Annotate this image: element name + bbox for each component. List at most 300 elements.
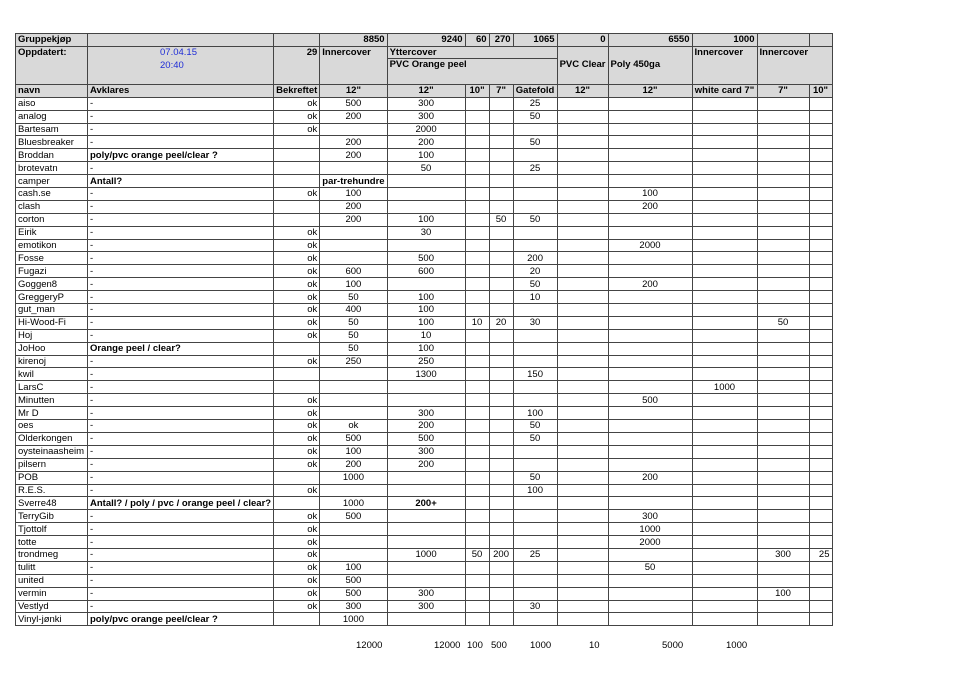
innercover-7-cell[interactable] [757,381,809,394]
yttercover-7-cell[interactable] [489,110,513,123]
innercover-10-cell[interactable] [809,613,832,626]
innercover-12-cell[interactable]: 500 [320,97,387,110]
poly-12-cell[interactable]: 500 [608,394,692,407]
yttercover-10-cell[interactable] [465,471,489,484]
gatefold-cell[interactable] [513,342,557,355]
avklares-cell[interactable]: - [88,523,274,536]
gatefold-cell[interactable]: 50 [513,110,557,123]
bekreftet-cell[interactable]: ok [274,239,320,252]
navn-cell[interactable]: Minutten [16,394,88,407]
gatefold-cell[interactable] [513,239,557,252]
yttercover-7-cell[interactable] [489,175,513,188]
bekreftet-cell[interactable] [274,497,320,510]
innercover-12-cell[interactable]: 500 [320,432,387,445]
navn-cell[interactable]: analog [16,110,88,123]
bekreftet-cell[interactable]: ok [274,561,320,574]
white-card-7-cell[interactable] [692,368,757,381]
yttercover-7-cell[interactable] [489,394,513,407]
avklares-cell[interactable]: - [88,561,274,574]
navn-cell[interactable]: kirenoj [16,355,88,368]
gatefold-cell[interactable]: 150 [513,368,557,381]
yttercover-7-cell[interactable] [489,149,513,162]
innercover-10-cell[interactable] [809,445,832,458]
yttercover-12-cell[interactable]: 1300 [387,368,465,381]
bekreftet-cell[interactable] [274,162,320,175]
navn-cell[interactable]: camper [16,175,88,188]
avklares-cell[interactable]: poly/pvc orange peel/clear ? [88,149,274,162]
pvc-clear-12-cell[interactable] [557,97,608,110]
navn-cell[interactable]: Mr D [16,407,88,420]
pvc-clear-12-cell[interactable] [557,600,608,613]
yttercover-10-cell[interactable] [465,265,489,278]
white-card-7-cell[interactable] [692,497,757,510]
avklares-cell[interactable]: - [88,97,274,110]
white-card-7-cell[interactable] [692,110,757,123]
yttercover-12-cell[interactable]: 2000 [387,123,465,136]
gatefold-cell[interactable]: 50 [513,471,557,484]
avklares-cell[interactable]: Antall? / poly / pvc / orange peel / clear? [88,497,274,510]
innercover-10-cell[interactable] [809,136,832,149]
innercover-12-cell[interactable] [320,368,387,381]
yttercover-12-cell[interactable] [387,381,465,394]
poly-12-cell[interactable] [608,304,692,317]
bekreftet-cell[interactable]: ok [274,304,320,317]
innercover-10-cell[interactable] [809,561,832,574]
gatefold-cell[interactable] [513,188,557,201]
innercover-12-cell[interactable] [320,123,387,136]
poly-12-cell[interactable] [608,110,692,123]
innercover-7-cell[interactable] [757,523,809,536]
innercover-10-cell[interactable] [809,110,832,123]
innercover-10-cell[interactable] [809,304,832,317]
yttercover-12-cell[interactable]: 300 [387,445,465,458]
avklares-cell[interactable]: - [88,458,274,471]
pvc-clear-12-cell[interactable] [557,329,608,342]
bekreftet-cell[interactable] [274,471,320,484]
poly-12-cell[interactable] [608,329,692,342]
pvc-clear-12-cell[interactable] [557,471,608,484]
yttercover-7-cell[interactable] [489,304,513,317]
innercover-10-cell[interactable] [809,316,832,329]
innercover-10-cell[interactable] [809,420,832,433]
white-card-7-cell[interactable] [692,175,757,188]
innercover-7-cell[interactable] [757,394,809,407]
yttercover-12-cell[interactable] [387,574,465,587]
innercover-10-cell[interactable]: 25 [809,548,832,561]
avklares-cell[interactable]: poly/pvc orange peel/clear ? [88,613,274,626]
yttercover-7-cell[interactable] [489,458,513,471]
innercover-7-cell[interactable] [757,162,809,175]
bekreftet-cell[interactable] [274,368,320,381]
bekreftet-cell[interactable]: ok [274,188,320,201]
yttercover-12-cell[interactable] [387,523,465,536]
avklares-cell[interactable]: - [88,200,274,213]
poly-12-cell[interactable] [608,574,692,587]
yttercover-7-cell[interactable] [489,342,513,355]
pvc-clear-12-cell[interactable] [557,548,608,561]
innercover-10-cell[interactable] [809,226,832,239]
navn-cell[interactable]: aiso [16,97,88,110]
total-top-poly12[interactable]: 6550 [608,34,692,47]
white-card-7-cell[interactable] [692,200,757,213]
pvc-clear-12-cell[interactable] [557,252,608,265]
navn-cell[interactable]: oysteinaasheim [16,445,88,458]
yttercover-10-cell[interactable] [465,600,489,613]
yttercover-7-cell[interactable] [489,136,513,149]
yttercover-7-cell[interactable] [489,97,513,110]
innercover-10-cell[interactable] [809,407,832,420]
poly-12-cell[interactable] [608,291,692,304]
avklares-cell[interactable]: - [88,471,274,484]
pvc-clear-12-cell[interactable] [557,136,608,149]
white-card-7-cell[interactable] [692,432,757,445]
yttercover-12-cell[interactable] [387,188,465,201]
pvc-clear-12-cell[interactable] [557,175,608,188]
yttercover-10-cell[interactable] [465,239,489,252]
innercover-10-cell[interactable] [809,458,832,471]
poly-12-cell[interactable] [608,445,692,458]
innercover-7-cell[interactable] [757,136,809,149]
gatefold-cell[interactable]: 200 [513,252,557,265]
innercover-7-cell[interactable] [757,536,809,549]
white-card-7-cell[interactable] [692,188,757,201]
yttercover-12-cell[interactable]: 100 [387,304,465,317]
bekreftet-cell[interactable] [274,381,320,394]
white-card-7-cell[interactable] [692,613,757,626]
yttercover-10-cell[interactable] [465,162,489,175]
avklares-cell[interactable]: - [88,587,274,600]
yttercover-12-cell[interactable] [387,613,465,626]
poly-12-cell[interactable] [608,316,692,329]
yttercover-10-cell[interactable] [465,536,489,549]
bekreftet-cell[interactable]: ok [274,265,320,278]
yttercover-12-cell[interactable]: 100 [387,149,465,162]
total-top-white7[interactable]: 1000 [692,34,757,47]
innercover-10-cell[interactable] [809,213,832,226]
pvc-clear-12-cell[interactable] [557,123,608,136]
innercover-12-cell[interactable]: 50 [320,329,387,342]
innercover-12-cell[interactable]: 500 [320,574,387,587]
navn-cell[interactable]: trondmeg [16,548,88,561]
poly-12-cell[interactable] [608,342,692,355]
poly-12-cell[interactable] [608,484,692,497]
gatefold-cell[interactable]: 30 [513,600,557,613]
gatefold-cell[interactable] [513,304,557,317]
navn-cell[interactable]: Vestlyd [16,600,88,613]
navn-cell[interactable]: Tjottolf [16,523,88,536]
yttercover-12-cell[interactable] [387,561,465,574]
col-navn[interactable]: navn [16,84,88,97]
innercover-10-cell[interactable] [809,188,832,201]
innercover-7-cell[interactable] [757,329,809,342]
innercover-7-cell[interactable]: 100 [757,587,809,600]
innercover-7-cell[interactable]: 300 [757,548,809,561]
yttercover-7-cell[interactable] [489,484,513,497]
gatefold-cell[interactable] [513,329,557,342]
poly-12-cell[interactable]: 1000 [608,523,692,536]
white-card-7-cell[interactable] [692,291,757,304]
poly-12-cell[interactable] [608,97,692,110]
poly-12-cell[interactable] [608,162,692,175]
yttercover-10-cell[interactable] [465,523,489,536]
innercover-10-cell[interactable] [809,432,832,445]
navn-cell[interactable]: clash [16,200,88,213]
gatefold-cell[interactable] [513,200,557,213]
total-top-y7[interactable]: 270 [489,34,513,47]
poly-12-cell[interactable] [608,123,692,136]
col-avklares[interactable]: Avklares [88,84,274,97]
sheet-title[interactable]: Gruppekjøp [16,34,88,47]
poly-12-cell[interactable] [608,136,692,149]
pvc-clear-12-cell[interactable] [557,407,608,420]
yttercover-12-cell[interactable]: 1000 [387,548,465,561]
yttercover-10-cell[interactable] [465,458,489,471]
yttercover-10-cell[interactable] [465,394,489,407]
yttercover-7-cell[interactable] [489,265,513,278]
yttercover-12-cell[interactable] [387,200,465,213]
pvc-clear-12-cell[interactable] [557,200,608,213]
innercover-7-cell[interactable] [757,420,809,433]
yttercover-7-cell[interactable] [489,291,513,304]
total-top-clear12[interactable]: 0 [557,34,608,47]
navn-cell[interactable]: Fosse [16,252,88,265]
pvc-clear-12-cell[interactable] [557,420,608,433]
yttercover-10-cell[interactable]: 50 [465,548,489,561]
col-bekreftet[interactable]: Bekreftet [274,84,320,97]
poly-12-cell[interactable] [608,175,692,188]
pvc-clear-12-cell[interactable] [557,484,608,497]
white-card-7-cell[interactable]: 1000 [692,381,757,394]
innercover-7-cell[interactable] [757,97,809,110]
col-in10[interactable]: 10" [809,84,832,97]
innercover-10-cell[interactable] [809,510,832,523]
innercover-7-cell[interactable] [757,613,809,626]
yttercover-12-cell[interactable]: 30 [387,226,465,239]
innercover-7-cell[interactable] [757,510,809,523]
white-card-7-cell[interactable] [692,342,757,355]
navn-cell[interactable]: Bluesbreaker [16,136,88,149]
innercover-12-cell[interactable] [320,407,387,420]
gatefold-cell[interactable] [513,497,557,510]
innercover-7-cell[interactable] [757,123,809,136]
innercover-10-cell[interactable] [809,200,832,213]
poly-12-cell[interactable] [608,587,692,600]
innercover-10-cell[interactable] [809,97,832,110]
gatefold-cell[interactable] [513,149,557,162]
innercover-7-cell[interactable] [757,188,809,201]
pvc-clear-12-cell[interactable] [557,213,608,226]
yttercover-10-cell[interactable] [465,561,489,574]
avklares-cell[interactable]: - [88,226,274,239]
white-card-7-cell[interactable] [692,136,757,149]
innercover-7-cell[interactable] [757,291,809,304]
yttercover-12-cell[interactable] [387,484,465,497]
innercover-7-cell[interactable] [757,149,809,162]
yttercover-7-cell[interactable] [489,278,513,291]
yttercover-10-cell[interactable] [465,445,489,458]
navn-cell[interactable]: LarsC [16,381,88,394]
innercover-10-cell[interactable] [809,394,832,407]
white-card-7-cell[interactable] [692,239,757,252]
innercover-7-cell[interactable] [757,252,809,265]
yttercover-10-cell[interactable] [465,329,489,342]
innercover-12-cell[interactable] [320,381,387,394]
white-card-7-cell[interactable] [692,548,757,561]
innercover-7-cell[interactable] [757,574,809,587]
yttercover-10-cell[interactable] [465,252,489,265]
innercover-10-cell[interactable] [809,471,832,484]
bekreftet-cell[interactable]: ok [274,445,320,458]
navn-cell[interactable]: pilsern [16,458,88,471]
bekreftet-cell[interactable]: ok [274,355,320,368]
yttercover-7-cell[interactable]: 20 [489,316,513,329]
avklares-cell[interactable]: - [88,278,274,291]
yttercover-12-cell[interactable]: 10 [387,329,465,342]
white-card-7-cell[interactable] [692,226,757,239]
yttercover-7-cell[interactable] [489,188,513,201]
avklares-cell[interactable]: - [88,420,274,433]
innercover-10-cell[interactable] [809,536,832,549]
pvc-clear-12-cell[interactable] [557,587,608,600]
total-top-inner12[interactable]: 8850 [320,34,387,47]
avklares-cell[interactable]: - [88,188,274,201]
gatefold-cell[interactable] [513,510,557,523]
navn-cell[interactable]: Eirik [16,226,88,239]
navn-cell[interactable]: tulitt [16,561,88,574]
innercover-7-cell[interactable] [757,226,809,239]
pvc-clear-12-cell[interactable] [557,536,608,549]
yttercover-7-cell[interactable] [489,123,513,136]
innercover-7-cell[interactable] [757,497,809,510]
yttercover-7-cell[interactable] [489,407,513,420]
innercover-10-cell[interactable] [809,278,832,291]
innercover-10-cell[interactable] [809,252,832,265]
pvc-clear-12-cell[interactable] [557,226,608,239]
participant-count[interactable]: 29 [274,46,320,84]
innercover-12-cell[interactable]: 200 [320,110,387,123]
gatefold-cell[interactable]: 100 [513,484,557,497]
col-ytter12[interactable]: 12" [387,84,465,97]
avklares-cell[interactable]: - [88,162,274,175]
yttercover-10-cell[interactable] [465,368,489,381]
yttercover-10-cell[interactable] [465,110,489,123]
yttercover-10-cell[interactable] [465,278,489,291]
pvc-clear-12-cell[interactable] [557,162,608,175]
innercover-12-cell[interactable]: 600 [320,265,387,278]
innercover-12-cell[interactable]: ok [320,420,387,433]
gatefold-cell[interactable] [513,226,557,239]
yttercover-12-cell[interactable] [387,471,465,484]
yttercover-7-cell[interactable]: 200 [489,548,513,561]
innercover-header-b[interactable]: Innercover [692,46,757,84]
innercover-10-cell[interactable] [809,291,832,304]
innercover-7-cell[interactable] [757,561,809,574]
yttercover-12-cell[interactable]: 100 [387,316,465,329]
avklares-cell[interactable]: - [88,123,274,136]
navn-cell[interactable]: Vinyl-jønki [16,613,88,626]
bekreftet-cell[interactable]: ok [274,510,320,523]
innercover-12-cell[interactable] [320,548,387,561]
yttercover-12-cell[interactable]: 300 [387,587,465,600]
navn-cell[interactable]: R.E.S. [16,484,88,497]
navn-cell[interactable]: united [16,574,88,587]
avklares-cell[interactable]: - [88,136,274,149]
navn-cell[interactable]: JoHoo [16,342,88,355]
white-card-7-cell[interactable] [692,420,757,433]
innercover-7-cell[interactable] [757,432,809,445]
innercover-12-cell[interactable] [320,252,387,265]
navn-cell[interactable]: cash.se [16,188,88,201]
bekreftet-cell[interactable]: ok [274,432,320,445]
yttercover-10-cell[interactable] [465,188,489,201]
avklares-cell[interactable]: - [88,381,274,394]
poly-12-cell[interactable] [608,613,692,626]
poly-12-cell[interactable] [608,600,692,613]
navn-cell[interactable]: Hoj [16,329,88,342]
white-card-7-cell[interactable] [692,316,757,329]
bekreftet-cell[interactable] [274,613,320,626]
innercover-7-cell[interactable] [757,471,809,484]
yttercover-7-cell[interactable] [489,200,513,213]
bekreftet-cell[interactable]: ok [274,316,320,329]
avklares-cell[interactable]: - [88,510,274,523]
yttercover-7-cell[interactable] [489,252,513,265]
yttercover-12-cell[interactable]: 200 [387,458,465,471]
pvc-clear-12-cell[interactable] [557,291,608,304]
innercover-12-cell[interactable]: par-trehundre [320,175,387,188]
pvc-clear-12-cell[interactable] [557,355,608,368]
col-white7[interactable]: white card 7" [692,84,757,97]
yttercover-10-cell[interactable] [465,149,489,162]
navn-cell[interactable]: Fugazi [16,265,88,278]
bekreftet-cell[interactable] [274,213,320,226]
bekreftet-cell[interactable]: ok [274,458,320,471]
navn-cell[interactable]: Goggen8 [16,278,88,291]
yttercover-10-cell[interactable] [465,304,489,317]
avklares-cell[interactable]: - [88,394,274,407]
innercover-12-cell[interactable] [320,226,387,239]
yttercover-7-cell[interactable] [489,329,513,342]
bekreftet-cell[interactable]: ok [274,523,320,536]
yttercover-10-cell[interactable] [465,510,489,523]
gatefold-cell[interactable]: 50 [513,432,557,445]
gatefold-cell[interactable]: 10 [513,291,557,304]
yttercover-7-cell[interactable] [489,239,513,252]
white-card-7-cell[interactable] [692,329,757,342]
gatefold-cell[interactable] [513,587,557,600]
yttercover-7-cell[interactable] [489,162,513,175]
navn-cell[interactable]: kwil [16,368,88,381]
poly-12-cell[interactable] [608,407,692,420]
white-card-7-cell[interactable] [692,123,757,136]
yttercover-7-cell[interactable] [489,497,513,510]
white-card-7-cell[interactable] [692,600,757,613]
yttercover-10-cell[interactable] [465,587,489,600]
bekreftet-cell[interactable] [274,200,320,213]
pvc-clear-12-cell[interactable] [557,316,608,329]
pvc-clear-12-cell[interactable] [557,149,608,162]
navn-cell[interactable]: Bartesam [16,123,88,136]
navn-cell[interactable]: Broddan [16,149,88,162]
pvc-clear-12-cell[interactable] [557,523,608,536]
avklares-cell[interactable]: Antall? [88,175,274,188]
yttercover-12-cell[interactable] [387,175,465,188]
gatefold-cell[interactable]: 25 [513,162,557,175]
innercover-7-cell[interactable] [757,484,809,497]
avklares-cell[interactable]: - [88,536,274,549]
innercover-12-cell[interactable]: 50 [320,291,387,304]
white-card-7-cell[interactable] [692,149,757,162]
